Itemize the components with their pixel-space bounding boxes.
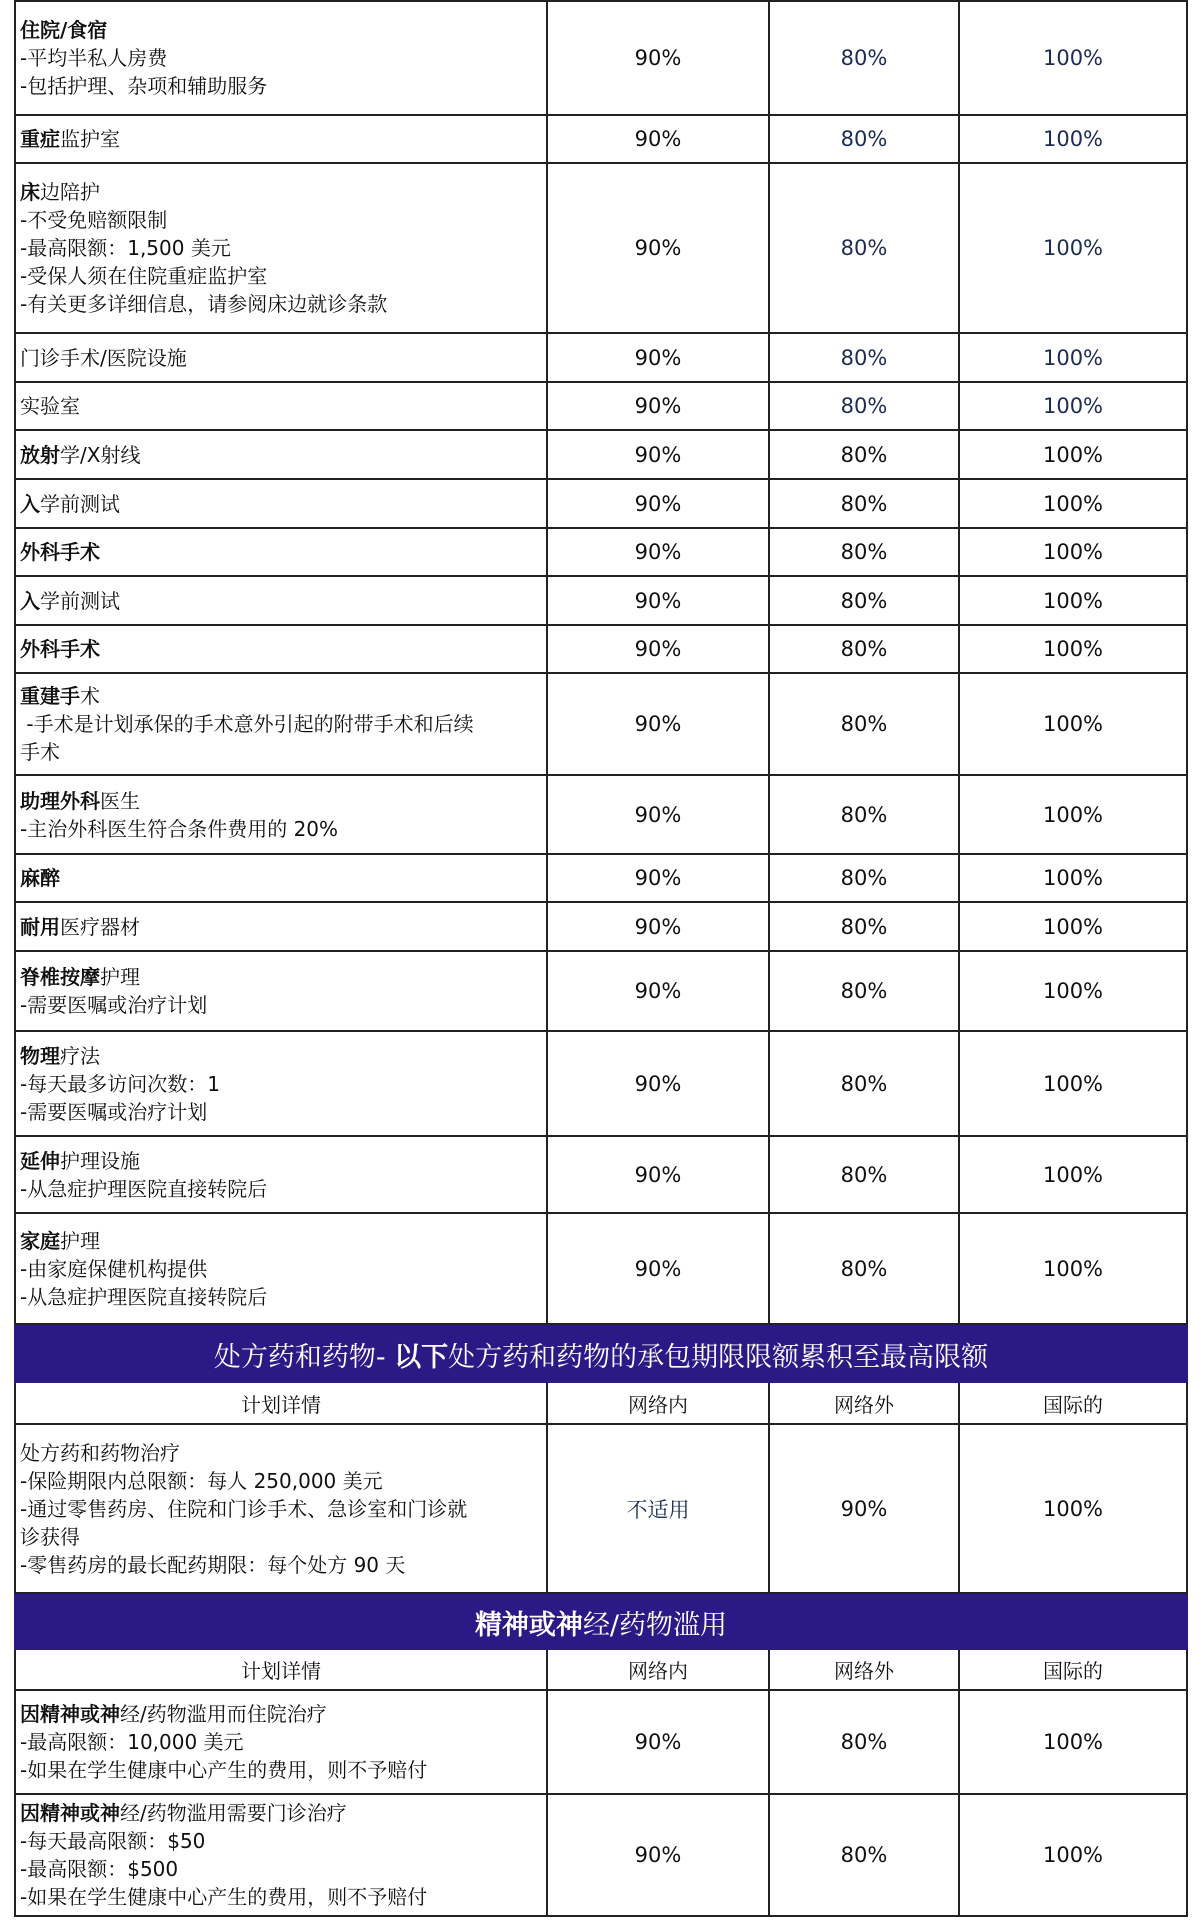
in-network-value: 90% (634, 588, 682, 613)
section-header-mental-health-title (475, 1603, 727, 1642)
out-of-network-value: 80% (840, 127, 888, 151)
plan-details-header: 计划详情 (241, 1392, 321, 1417)
out-of-network-value: 80% (840, 540, 888, 564)
benefit-detail: -零售药房的最长配药期限：每个处方 90 天 (20, 1552, 406, 1577)
table-row (14, 674, 1188, 776)
in-network-value-cell (546, 1214, 768, 1323)
benefit-detail: -从急症护理医院直接转院后 (20, 1176, 268, 1201)
out-of-network-value-cell (768, 383, 958, 429)
benefit-detail: -平均半私人房费 (20, 46, 168, 70)
benefit-detail: -需要医嘱或治疗计划 (20, 1099, 208, 1124)
benefit-description-cell (14, 855, 546, 901)
out-of-network-value-cell (768, 1137, 958, 1212)
benefit-detail: -从急症护理医院直接转院后 (20, 1284, 268, 1309)
benefit-title (20, 1439, 467, 1467)
in-network-value-cell (546, 1795, 768, 1915)
out-of-network-value: 90% (840, 1496, 888, 1521)
in-network-value: 90% (634, 394, 682, 418)
benefit-title-rest: 医生 (100, 788, 140, 813)
benefit-title-bold: 物理 (20, 1043, 60, 1068)
benefit-description-cell (14, 577, 546, 624)
table-row (14, 1137, 1188, 1214)
international-value-cell (958, 1691, 1188, 1793)
international-value: 100% (1042, 442, 1104, 467)
table-row (14, 116, 1188, 164)
benefit-description (20, 344, 187, 372)
international-value-cell (958, 480, 1188, 527)
benefit-description-cell (14, 626, 546, 672)
international-value-cell (958, 1032, 1188, 1135)
in-network-header-cell (546, 1383, 768, 1423)
out-of-network-value-cell (768, 1691, 958, 1793)
benefit-title-rest: 实验室 (20, 394, 80, 418)
out-of-network-value: 80% (840, 1843, 888, 1867)
benefit-title (20, 1799, 427, 1827)
section-header-mental-health-title-rest: 经/药物滥用 (582, 1609, 728, 1641)
international-value: 100% (1042, 394, 1104, 418)
benefit-detail: 诊获得 (20, 1524, 80, 1549)
benefit-description-cell (14, 1425, 546, 1592)
international-value-cell (958, 1425, 1188, 1592)
international-value-cell (958, 529, 1188, 575)
out-of-network-value-cell (768, 952, 958, 1030)
international-value: 100% (1042, 866, 1104, 890)
benefit-title (20, 587, 120, 615)
out-of-network-value: 80% (840, 637, 888, 661)
benefit-title-bold: 入 (20, 588, 40, 613)
international-value: 100% (1042, 1730, 1104, 1754)
international-value-cell (958, 1795, 1188, 1915)
international-value: 100% (1042, 540, 1104, 564)
benefit-title (20, 344, 187, 372)
in-network-value-cell (546, 855, 768, 901)
plan-details-header: 计划详情 (241, 1659, 321, 1683)
benefit-title-rest: 护理 (60, 1228, 100, 1253)
benefit-detail: -如果在学生健康中心产生的费用，则不予赔付 (20, 1758, 428, 1782)
international-header: 国际的 (1043, 1659, 1103, 1683)
in-network-value-cell (546, 626, 768, 672)
benefit-title-rest: 疗法 (60, 1043, 100, 1068)
benefit-detail: -每天最高限额：$50 (20, 1829, 206, 1853)
international-value-cell (958, 1214, 1188, 1323)
benefit-description-cell (14, 334, 546, 381)
benefit-description-cell (14, 1691, 546, 1793)
in-network-value: 不适用 (626, 1497, 690, 1522)
table-row (14, 952, 1188, 1032)
table-row (14, 431, 1188, 480)
table-row (14, 1425, 1188, 1594)
benefit-title-bold: 重症 (20, 127, 60, 151)
international-value-cell (958, 383, 1188, 429)
benefit-description (20, 587, 120, 615)
in-network-value-cell (546, 776, 768, 853)
table-row (14, 626, 1188, 674)
benefit-title-rest: 监护室 (60, 127, 120, 151)
section-header-prescription-title-rest: 处方药和药物的承包期限限额累积至最高限额 (448, 1341, 989, 1373)
benefit-detail: -最高限额：$500 (20, 1857, 179, 1881)
international-value-cell (958, 903, 1188, 950)
international-value: 100% (1042, 588, 1104, 613)
table-row (14, 383, 1188, 431)
benefit-detail: -通过零售药房、住院和门诊手术、急诊室和门诊就 (20, 1496, 468, 1521)
in-network-value: 90% (634, 1256, 682, 1281)
out-of-network-value-cell (768, 529, 958, 575)
in-network-value: 90% (634, 866, 682, 890)
benefit-title-bold: 入 (20, 491, 40, 516)
international-value-cell (958, 431, 1188, 478)
benefit-description (20, 441, 140, 469)
benefit-title (20, 682, 474, 710)
benefit-title (20, 178, 387, 206)
benefit-title-rest: 学前测试 (40, 491, 120, 516)
international-value-cell (958, 334, 1188, 381)
out-of-network-value: 80% (840, 394, 888, 418)
benefit-title (20, 392, 80, 420)
out-of-network-header-cell (768, 1650, 958, 1689)
out-of-network-value-cell (768, 164, 958, 332)
column-header-row (14, 1650, 1188, 1691)
international-value-cell (958, 2, 1188, 114)
benefit-title (20, 1227, 267, 1255)
benefit-title-rest: 医疗器材 (60, 914, 140, 939)
table-row (14, 164, 1188, 334)
benefit-title-bold: 重建手 (20, 684, 80, 708)
benefit-description (20, 1147, 267, 1203)
benefit-title-rest: 边陪护 (40, 180, 100, 204)
out-of-network-value-cell (768, 626, 958, 672)
in-network-value: 90% (634, 236, 682, 260)
benefit-title (20, 635, 100, 663)
in-network-value-cell (546, 2, 768, 114)
out-of-network-value: 80% (840, 588, 888, 613)
out-of-network-value-cell (768, 577, 958, 624)
in-network-value: 90% (634, 637, 682, 661)
international-value: 100% (1042, 1071, 1104, 1096)
benefit-description (20, 913, 140, 941)
benefit-title-rest: 学前测试 (40, 588, 120, 613)
benefit-description-cell (14, 116, 546, 162)
benefit-title-bold: 因精神或神 (20, 1702, 120, 1726)
in-network-header-cell (546, 1650, 768, 1689)
out-of-network-value: 80% (840, 442, 888, 467)
benefit-detail: -需要医嘱或治疗计划 (20, 993, 208, 1017)
out-of-network-value: 80% (840, 345, 888, 370)
out-of-network-value-cell (768, 674, 958, 774)
in-network-header: 网络内 (628, 1392, 688, 1417)
in-network-value-cell (546, 952, 768, 1030)
benefit-description-cell (14, 1032, 546, 1135)
benefit-title-bold: 助理外科 (20, 788, 100, 813)
benefit-title-bold: 麻醉 (20, 866, 60, 890)
out-of-network-value-cell (768, 116, 958, 162)
in-network-value: 90% (634, 345, 682, 370)
table-row (14, 1032, 1188, 1137)
benefit-description-cell (14, 1214, 546, 1323)
benefit-description-cell (14, 529, 546, 575)
in-network-value: 90% (634, 1730, 682, 1754)
benefit-detail: -最高限额：10,000 美元 (20, 1730, 244, 1754)
benefit-detail: -包括护理、杂项和辅助服务 (20, 74, 268, 98)
in-network-value: 90% (634, 1843, 682, 1867)
benefit-title (20, 16, 267, 44)
out-of-network-header: 网络外 (834, 1659, 894, 1683)
in-network-value: 90% (634, 1162, 682, 1187)
international-value-cell (958, 855, 1188, 901)
in-network-value: 90% (634, 1071, 682, 1096)
out-of-network-value: 80% (840, 914, 888, 939)
out-of-network-value: 80% (840, 866, 888, 890)
international-value: 100% (1042, 712, 1104, 736)
benefit-detail: 手术 (20, 740, 60, 764)
benefit-title (20, 1147, 267, 1175)
benefit-title (20, 125, 120, 153)
in-network-value: 90% (634, 712, 682, 736)
benefit-description (20, 16, 267, 100)
benefit-description-cell (14, 164, 546, 332)
in-network-value-cell (546, 529, 768, 575)
table-row (14, 1691, 1188, 1795)
in-network-value: 90% (634, 802, 682, 827)
benefit-title-bold: 延伸 (20, 1148, 60, 1173)
out-of-network-value: 80% (840, 491, 888, 516)
benefit-title-rest: 经/药物滥用而住院治疗 (120, 1702, 327, 1726)
in-network-value-cell (546, 1691, 768, 1793)
section-header-prescription-title-bold: 以下 (394, 1341, 449, 1373)
plan-details-header-cell (14, 1383, 546, 1423)
international-header-cell (958, 1383, 1188, 1423)
benefit-title-rest: 护理设施 (60, 1148, 140, 1173)
benefit-description-cell (14, 480, 546, 527)
benefit-description (20, 1439, 467, 1579)
benefit-description-cell (14, 2, 546, 114)
international-value-cell (958, 674, 1188, 774)
out-of-network-value: 80% (840, 802, 888, 827)
table-row (14, 577, 1188, 626)
in-network-value: 90% (634, 491, 682, 516)
international-value-cell (958, 577, 1188, 624)
benefit-title-bold: 因精神或神 (20, 1801, 120, 1825)
in-network-value-cell (546, 903, 768, 950)
international-value-cell (958, 164, 1188, 332)
international-value: 100% (1042, 1256, 1104, 1281)
out-of-network-header-cell (768, 1383, 958, 1423)
table-row (14, 903, 1188, 952)
international-value-cell (958, 626, 1188, 672)
international-header-cell (958, 1650, 1188, 1689)
table-row (14, 1795, 1188, 1917)
international-value-cell (958, 776, 1188, 853)
benefit-description (20, 538, 100, 566)
table-row (14, 0, 1188, 116)
international-value-cell (958, 116, 1188, 162)
benefit-title (20, 441, 140, 469)
benefit-description-cell (14, 383, 546, 429)
benefit-title-rest: 门诊手术/医院设施 (20, 345, 187, 370)
benefit-description-cell (14, 1795, 546, 1915)
international-value: 100% (1042, 46, 1104, 70)
in-network-value-cell (546, 1032, 768, 1135)
international-value: 100% (1042, 236, 1104, 260)
in-network-value-cell (546, 1425, 768, 1592)
international-value: 100% (1042, 127, 1104, 151)
in-network-header: 网络内 (628, 1659, 688, 1683)
out-of-network-value-cell (768, 334, 958, 381)
benefit-description (20, 682, 474, 766)
benefit-title-rest: 护理 (100, 965, 140, 989)
benefit-detail: -不受免赔额限制 (20, 208, 168, 232)
table-row (14, 480, 1188, 529)
benefit-title (20, 1042, 220, 1070)
international-value: 100% (1042, 637, 1104, 661)
out-of-network-value-cell (768, 855, 958, 901)
table-row (14, 334, 1188, 383)
international-value: 100% (1042, 914, 1104, 939)
benefit-title-bold: 家庭 (20, 1228, 60, 1253)
benefit-title-bold: 床 (20, 180, 40, 204)
table-row (14, 855, 1188, 903)
in-network-value: 90% (634, 127, 682, 151)
international-value: 100% (1042, 1162, 1104, 1187)
plan-details-header-cell (14, 1650, 546, 1689)
out-of-network-value: 80% (840, 1730, 888, 1754)
benefit-title-bold: 外科手术 (20, 637, 100, 661)
benefit-description (20, 392, 80, 420)
out-of-network-value: 80% (840, 46, 888, 70)
in-network-value: 90% (634, 46, 682, 70)
out-of-network-value: 80% (840, 712, 888, 736)
in-network-value-cell (546, 1137, 768, 1212)
international-value: 100% (1042, 345, 1104, 370)
benefit-title-bold: 住院/食宿 (20, 18, 108, 42)
benefit-title (20, 864, 60, 892)
in-network-value-cell (546, 116, 768, 162)
benefit-detail: -主治外科医生符合条件费用的 20% (20, 816, 339, 841)
benefit-title-rest: 处方药和药物治疗 (20, 1440, 180, 1465)
benefit-detail: -如果在学生健康中心产生的费用，则不予赔付 (20, 1885, 428, 1909)
benefit-detail: -手术是计划承保的手术意外引起的附带手术和后续 (20, 712, 474, 736)
section-header-prescription-title (214, 1335, 988, 1374)
benefit-description-cell (14, 776, 546, 853)
international-value: 100% (1042, 802, 1104, 827)
international-value-cell (958, 952, 1188, 1030)
benefit-description (20, 635, 100, 663)
benefit-detail: -最高限额：1,500 美元 (20, 236, 231, 260)
international-value: 100% (1042, 1496, 1104, 1521)
out-of-network-value-cell (768, 903, 958, 950)
column-header-row (14, 1383, 1188, 1425)
in-network-value-cell (546, 334, 768, 381)
benefit-title (20, 787, 338, 815)
international-value: 100% (1042, 1843, 1104, 1867)
out-of-network-value-cell (768, 1425, 958, 1592)
benefit-description-cell (14, 1137, 546, 1212)
out-of-network-value-cell (768, 776, 958, 853)
in-network-value-cell (546, 480, 768, 527)
international-header: 国际的 (1043, 1392, 1103, 1417)
in-network-value-cell (546, 383, 768, 429)
out-of-network-value-cell (768, 1214, 958, 1323)
out-of-network-value-cell (768, 1032, 958, 1135)
benefit-description (20, 1799, 427, 1911)
benefit-detail: -由家庭保健机构提供 (20, 1256, 208, 1281)
benefit-title-bold: 外科手术 (20, 540, 100, 564)
international-value: 100% (1042, 491, 1104, 516)
benefit-description (20, 178, 387, 318)
benefit-description (20, 1042, 220, 1126)
section-header-prescription-title-prefix: 处方药和药物- (213, 1341, 395, 1373)
benefit-title-bold: 脊椎按摩 (20, 965, 100, 989)
benefit-detail: -每天最多访问次数：1 (20, 1071, 220, 1096)
benefit-description-cell (14, 952, 546, 1030)
benefit-description-cell (14, 674, 546, 774)
section-header-prescription (14, 1325, 1188, 1383)
benefit-title (20, 490, 120, 518)
in-network-value: 90% (634, 979, 682, 1003)
benefit-description (20, 963, 207, 1019)
benefit-description (20, 864, 60, 892)
benefit-detail: -受保人须在住院重症监护室 (20, 264, 268, 288)
table-row (14, 776, 1188, 855)
out-of-network-value: 80% (840, 236, 888, 260)
in-network-value-cell (546, 577, 768, 624)
in-network-value-cell (546, 431, 768, 478)
benefit-title-rest: 学/X射线 (60, 442, 141, 467)
benefit-description (20, 125, 120, 153)
benefit-description-cell (14, 431, 546, 478)
benefit-title-bold: 耐用 (20, 914, 60, 939)
benefit-title (20, 963, 207, 991)
out-of-network-value-cell (768, 431, 958, 478)
benefit-description-cell (14, 903, 546, 950)
benefit-title (20, 538, 100, 566)
benefit-description (20, 1227, 267, 1311)
section-header-mental-health (14, 1594, 1188, 1650)
in-network-value-cell (546, 674, 768, 774)
section-header-mental-health-title-bold: 精神或神 (474, 1609, 583, 1641)
out-of-network-value-cell (768, 1795, 958, 1915)
out-of-network-value-cell (768, 2, 958, 114)
benefit-detail: -有关更多详细信息，请参阅床边就诊条款 (20, 292, 388, 316)
out-of-network-header: 网络外 (834, 1392, 894, 1417)
out-of-network-value: 80% (840, 1071, 888, 1096)
benefit-title-rest: 术 (80, 684, 100, 708)
table-row (14, 1214, 1188, 1325)
benefit-title (20, 913, 140, 941)
out-of-network-value-cell (768, 480, 958, 527)
out-of-network-value: 80% (840, 979, 888, 1003)
out-of-network-value: 80% (840, 1256, 888, 1281)
in-network-value: 90% (634, 442, 682, 467)
benefit-title-bold: 放射 (20, 442, 60, 467)
international-value-cell (958, 1137, 1188, 1212)
benefit-title-rest: 经/药物滥用需要门诊治疗 (120, 1801, 347, 1825)
benefit-description (20, 490, 120, 518)
benefit-description (20, 787, 338, 843)
out-of-network-value: 80% (840, 1162, 888, 1187)
international-value: 100% (1042, 979, 1104, 1003)
benefit-description (20, 1700, 427, 1784)
benefit-title (20, 1700, 427, 1728)
in-network-value: 90% (634, 914, 682, 939)
in-network-value: 90% (634, 540, 682, 564)
in-network-value-cell (546, 164, 768, 332)
table-row (14, 529, 1188, 577)
benefit-detail: -保险期限内总限额：每人 250,000 美元 (20, 1468, 383, 1493)
